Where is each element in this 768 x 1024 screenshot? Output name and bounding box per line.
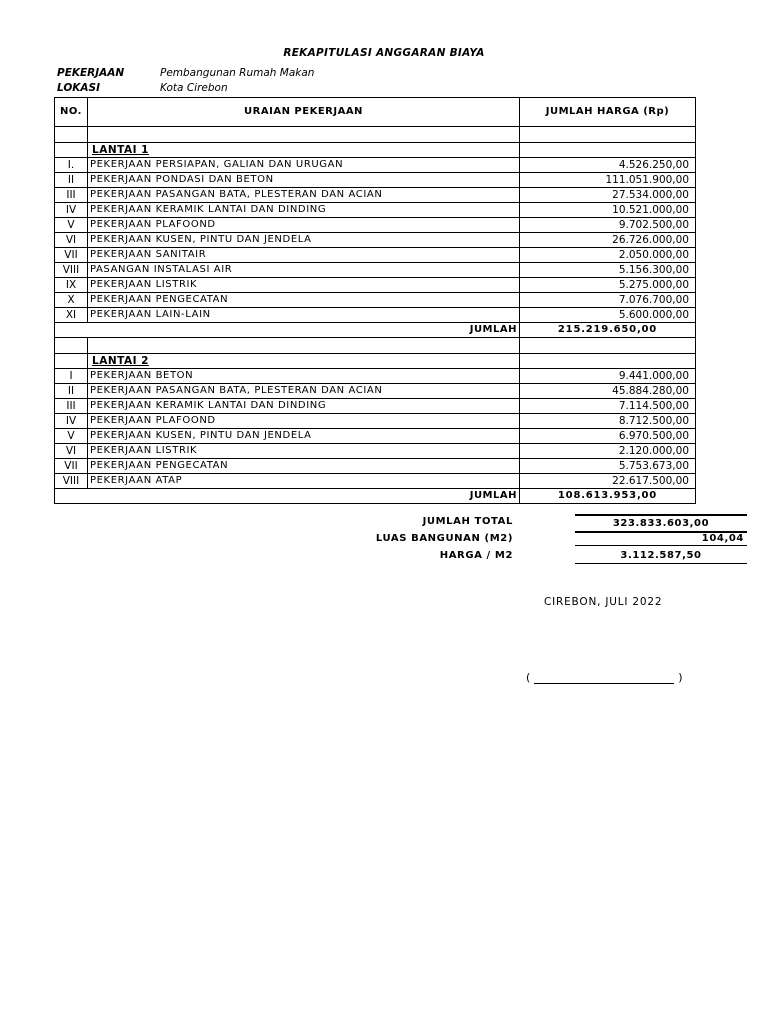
row-desc: PEKERJAAN ATAP — [88, 474, 520, 489]
row-desc: PEKERJAAN PERSIAPAN, GALIAN DAN URUGAN — [88, 158, 520, 173]
row-desc: PEKERJAAN KUSEN, PINTU DAN JENDELA — [88, 429, 520, 444]
price-value: 3.112.587,50 — [575, 548, 747, 564]
table-row — [55, 444, 696, 459]
row-desc: PEKERJAAN PASANGAN BATA, PLESTERAN DAN ACIAN — [88, 384, 520, 399]
row-no: VI — [55, 444, 88, 459]
blank-cell — [88, 338, 520, 354]
row-desc: PEKERJAAN LISTRIK — [88, 444, 520, 459]
row-desc: PASANGAN INSTALASI AIR — [88, 263, 520, 278]
row-no: VI — [55, 233, 88, 248]
row-amount: 2.050.000,00 — [520, 248, 696, 263]
table-row — [55, 263, 696, 278]
section-amount — [520, 354, 696, 369]
row-amount: 5.156.300,00 — [520, 263, 696, 278]
header-no: NO. — [55, 98, 88, 127]
pekerjaan-value: Pembangunan Rumah Makan — [160, 67, 315, 79]
blank-cell — [88, 127, 520, 143]
row-amount: 9.702.500,00 — [520, 218, 696, 233]
subtotal-value: 108.613.953,00 — [520, 489, 696, 504]
row-desc: PEKERJAAN KUSEN, PINTU DAN JENDELA — [88, 233, 520, 248]
row-amount: 5.753.673,00 — [520, 459, 696, 474]
table-header-row — [55, 98, 696, 127]
table-row — [55, 188, 696, 203]
row-amount: 4.526.250,00 — [520, 158, 696, 173]
row-desc: PEKERJAAN LISTRIK — [88, 278, 520, 293]
table-row — [55, 158, 696, 173]
header-amount: JUMLAH HARGA (Rp) — [520, 98, 696, 127]
row-no: IV — [55, 414, 88, 429]
table-row — [55, 218, 696, 233]
row-amount: 8.712.500,00 — [520, 414, 696, 429]
area-value: 104,04 — [575, 531, 747, 546]
row-desc: PEKERJAAN PENGECATAN — [88, 293, 520, 308]
table-row — [55, 399, 696, 414]
row-desc: PEKERJAAN PLAFOOND — [88, 218, 520, 233]
signature-blank — [534, 673, 674, 684]
row-amount: 45.884.280,00 — [520, 384, 696, 399]
price-label: HARGA / M2 — [439, 550, 513, 561]
row-no: IV — [55, 203, 88, 218]
row-amount: 6.970.500,00 — [520, 429, 696, 444]
row-amount: 5.275.000,00 — [520, 278, 696, 293]
row-no: VII — [55, 459, 88, 474]
table-row — [55, 203, 696, 218]
row-no: III — [55, 399, 88, 414]
sign-close: ) — [678, 671, 683, 684]
subtotal-label: JUMLAH — [55, 323, 520, 338]
budget-table — [54, 97, 696, 504]
subtotal-row — [55, 323, 696, 338]
blank-cell — [520, 127, 696, 143]
table-row — [55, 474, 696, 489]
pekerjaan-label: PEKERJAAN — [57, 67, 125, 79]
blank-cell — [55, 127, 88, 143]
section-row — [55, 354, 696, 369]
table-body — [55, 127, 696, 504]
table-row — [55, 384, 696, 399]
lokasi-label: LOKASI — [57, 82, 100, 94]
section-amount — [520, 143, 696, 158]
row-desc: PEKERJAAN LAIN-LAIN — [88, 308, 520, 323]
table-row — [55, 293, 696, 308]
document-title: REKAPITULASI ANGGARAN BIAYA — [283, 47, 485, 59]
row-amount: 27.534.000,00 — [520, 188, 696, 203]
row-no: I — [55, 369, 88, 384]
row-no: VII — [55, 248, 88, 263]
row-desc: PEKERJAAN BETON — [88, 369, 520, 384]
row-no: V — [55, 218, 88, 233]
row-desc: PEKERJAAN KERAMIK LANTAI DAN DINDING — [88, 203, 520, 218]
row-no: VIII — [55, 263, 88, 278]
section-row — [55, 143, 696, 158]
blank-cell — [520, 338, 696, 354]
row-desc: PEKERJAAN KERAMIK LANTAI DAN DINDING — [88, 399, 520, 414]
row-no: III — [55, 188, 88, 203]
row-amount: 7.076.700,00 — [520, 293, 696, 308]
row-no: X — [55, 293, 88, 308]
row-amount: 111.051.900,00 — [520, 173, 696, 188]
meta-lokasi — [57, 82, 228, 94]
header-desc: URAIAN PEKERJAAN — [88, 98, 520, 127]
table-row — [55, 308, 696, 323]
table-row — [55, 173, 696, 188]
table-row — [55, 248, 696, 263]
city-date: CIREBON, JULI 2022 — [544, 596, 663, 608]
row-no: IX — [55, 278, 88, 293]
row-desc: PEKERJAAN PENGECATAN — [88, 459, 520, 474]
row-amount: 5.600.000,00 — [520, 308, 696, 323]
row-desc: PEKERJAAN PASANGAN BATA, PLESTERAN DAN ACIAN — [88, 188, 520, 203]
section-no — [55, 354, 88, 369]
row-amount: 22.617.500,00 — [520, 474, 696, 489]
section-name: LANTAI 2 — [88, 354, 520, 369]
row-no: XI — [55, 308, 88, 323]
table-row — [55, 459, 696, 474]
row-amount: 9.441.000,00 — [520, 369, 696, 384]
row-amount: 10.521.000,00 — [520, 203, 696, 218]
row-amount: 26.726.000,00 — [520, 233, 696, 248]
subtotal-value: 215.219.650,00 — [520, 323, 696, 338]
table-row — [55, 429, 696, 444]
total-value: 323.833.603,00 — [575, 514, 747, 533]
signature-line — [526, 671, 683, 684]
blank-row — [55, 127, 696, 143]
table-row — [55, 233, 696, 248]
row-no: VIII — [55, 474, 88, 489]
area-label: LUAS BANGUNAN (M2) — [375, 533, 513, 544]
table-row — [55, 278, 696, 293]
row-no: II — [55, 173, 88, 188]
subtotal-row — [55, 489, 696, 504]
sign-open: ( — [526, 671, 531, 684]
lokasi-value: Kota Cirebon — [160, 82, 228, 94]
row-amount: 2.120.000,00 — [520, 444, 696, 459]
table-row — [55, 369, 696, 384]
meta-pekerjaan — [57, 67, 314, 79]
row-no: V — [55, 429, 88, 444]
row-desc: PEKERJAAN SANITAIR — [88, 248, 520, 263]
row-no: I. — [55, 158, 88, 173]
row-desc: PEKERJAAN PONDASI DAN BETON — [88, 173, 520, 188]
blank-row — [55, 338, 696, 354]
section-name: LANTAI 1 — [88, 143, 520, 158]
row-amount: 7.114.500,00 — [520, 399, 696, 414]
section-no — [55, 143, 88, 158]
subtotal-label: JUMLAH — [55, 489, 520, 504]
row-no: II — [55, 384, 88, 399]
blank-cell — [55, 338, 88, 354]
table-row — [55, 414, 696, 429]
row-desc: PEKERJAAN PLAFOOND — [88, 414, 520, 429]
total-label: JUMLAH TOTAL — [422, 516, 513, 527]
